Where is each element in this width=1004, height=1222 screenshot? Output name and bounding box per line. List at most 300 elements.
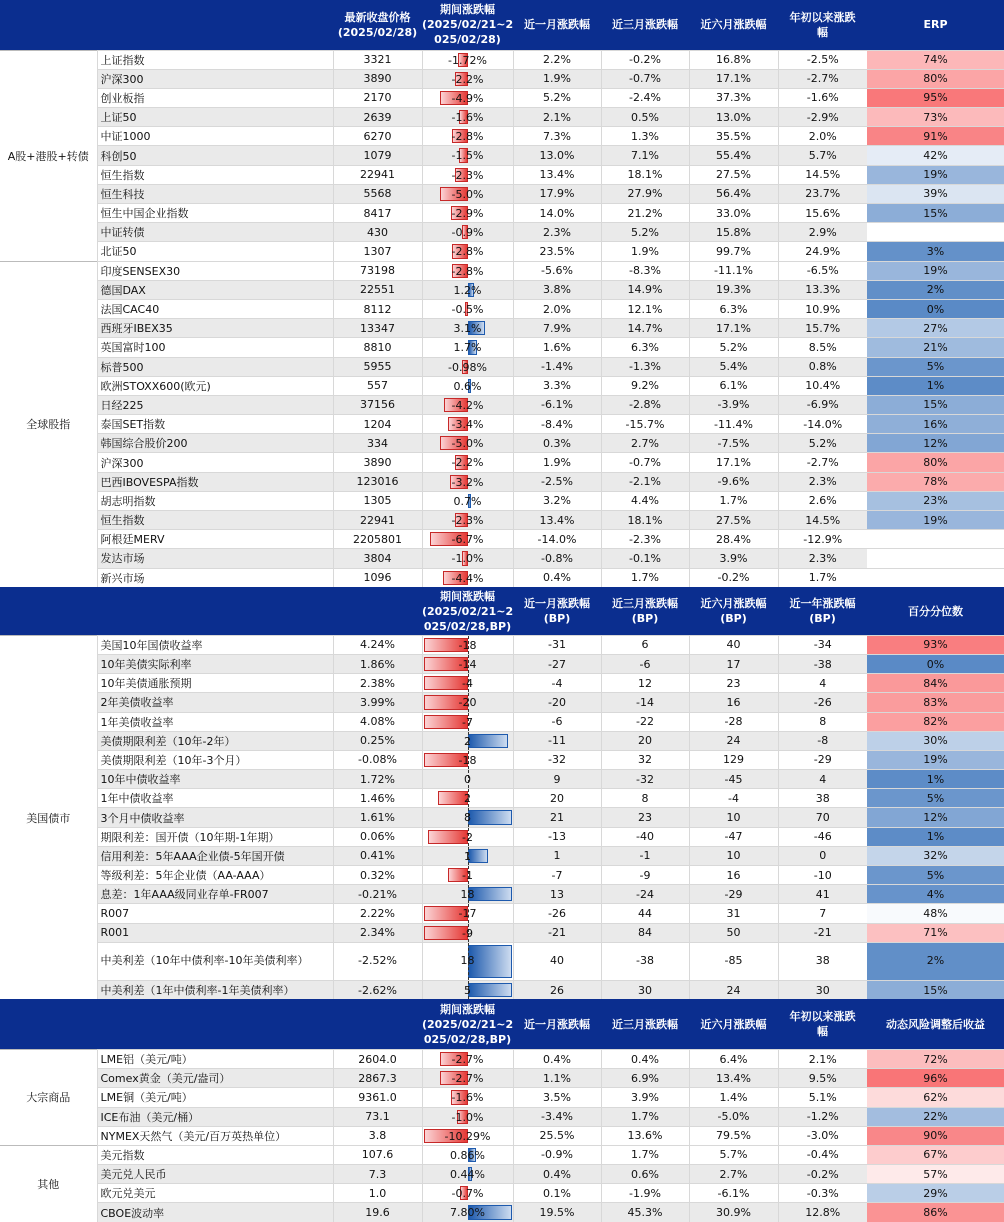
- change-value: 10: [689, 808, 778, 827]
- latest-value: 1204: [333, 415, 422, 434]
- change-value: 13.3%: [778, 280, 867, 299]
- header-cell: 动态风险调整后收益: [867, 999, 1004, 1049]
- period-change-cell: [422, 866, 513, 885]
- change-value: -2.5%: [513, 472, 601, 491]
- change-value: 5.2%: [778, 434, 867, 453]
- table-row: [0, 530, 1004, 549]
- table-row: [0, 693, 1004, 712]
- period-change-cell: [422, 904, 513, 923]
- percentile-value: 82%: [867, 712, 1004, 731]
- period-change-value: 5: [464, 983, 471, 997]
- period-change-value: -1.5%: [451, 149, 484, 163]
- change-value: -24: [601, 885, 689, 904]
- latest-value: 557: [333, 376, 422, 395]
- latest-value: 19.6: [333, 1203, 422, 1222]
- change-value: -6.1%: [689, 1184, 778, 1203]
- change-value: -32: [601, 770, 689, 789]
- period-change-cell: [422, 165, 513, 184]
- table-row: [0, 1049, 1004, 1068]
- period-change-value: -2.2%: [451, 72, 484, 86]
- latest-value: 73198: [333, 261, 422, 280]
- header-cell: [0, 999, 97, 1049]
- change-value: 3.9%: [601, 1088, 689, 1107]
- table-row: [0, 866, 1004, 885]
- table-row: [0, 885, 1004, 904]
- period-change-value: -7: [462, 715, 473, 729]
- percentile-value: 1%: [867, 376, 1004, 395]
- period-change-value: -2.2%: [451, 456, 484, 470]
- change-value: -21: [513, 923, 601, 942]
- change-value: 0.4%: [601, 1049, 689, 1068]
- table-row: [0, 242, 1004, 261]
- row-name: CBOE波动率: [97, 1203, 333, 1222]
- change-value: 1.7%: [601, 1145, 689, 1164]
- row-name: 中证1000: [97, 127, 333, 146]
- change-value: -3.9%: [689, 395, 778, 414]
- table-row: [0, 808, 1004, 827]
- change-value: 5.7%: [778, 146, 867, 165]
- change-value: 1.7%: [601, 1107, 689, 1126]
- row-name: 阿根廷MERV: [97, 530, 333, 549]
- change-value: -5.0%: [689, 1107, 778, 1126]
- sec2-table: [0, 587, 1004, 999]
- percentile-value: 21%: [867, 338, 1004, 357]
- change-value: 1.7%: [689, 491, 778, 510]
- percentile-value: 19%: [867, 261, 1004, 280]
- period-change-cell: [422, 549, 513, 568]
- period-change-value: 0.6%: [453, 379, 482, 393]
- latest-value: 1305: [333, 491, 422, 510]
- percentile-value: 96%: [867, 1069, 1004, 1088]
- percentile-value: 5%: [867, 357, 1004, 376]
- period-change-value: -2.9%: [451, 207, 484, 220]
- latest-value: 3321: [333, 50, 422, 69]
- change-value: 41: [778, 885, 867, 904]
- change-value: -12.9%: [778, 530, 867, 549]
- change-value: 1.4%: [689, 1088, 778, 1107]
- change-value: 27.5%: [689, 511, 778, 530]
- header-cell: 近一月涨跌幅: [513, 999, 601, 1049]
- period-change-value: -18: [458, 638, 477, 652]
- period-change-cell: [422, 1069, 513, 1088]
- change-value: -1: [601, 846, 689, 865]
- header-cell: 近三月涨跌幅: [601, 999, 689, 1049]
- percentile-value: 57%: [867, 1165, 1004, 1184]
- change-value: -45: [689, 770, 778, 789]
- table-row: [0, 108, 1004, 127]
- table-row: [0, 491, 1004, 510]
- latest-value: -2.62%: [333, 980, 422, 999]
- row-name: 3个月中债收益率: [97, 808, 333, 827]
- percentile-value: 15%: [867, 204, 1004, 223]
- change-value: 79.5%: [689, 1126, 778, 1145]
- change-value: -4: [513, 674, 601, 693]
- period-change-cell: [422, 242, 513, 261]
- period-change-cell: [422, 299, 513, 318]
- change-value: 7.1%: [601, 146, 689, 165]
- percentile-value: 30%: [867, 731, 1004, 750]
- change-value: -7: [513, 866, 601, 885]
- period-change-value: 8: [464, 811, 471, 825]
- change-value: 14.5%: [778, 511, 867, 530]
- change-value: -85: [689, 942, 778, 980]
- change-value: -9: [601, 866, 689, 885]
- table-row: [0, 1126, 1004, 1145]
- change-value: 1.9%: [513, 69, 601, 88]
- period-change-cell: [422, 511, 513, 530]
- row-name: 欧元兑美元: [97, 1184, 333, 1203]
- table-row: [0, 280, 1004, 299]
- table-row: [0, 127, 1004, 146]
- percentile-value: 67%: [867, 1145, 1004, 1164]
- percentile-value: 73%: [867, 108, 1004, 127]
- change-value: -38: [778, 654, 867, 673]
- change-value: 4: [778, 770, 867, 789]
- period-change-value: -5.0%: [451, 187, 484, 201]
- table-row: [0, 395, 1004, 414]
- change-value: -14.0%: [778, 415, 867, 434]
- change-value: -1.2%: [778, 1107, 867, 1126]
- change-value: 32: [601, 750, 689, 769]
- change-value: 4.4%: [601, 491, 689, 510]
- percentile-value: 29%: [867, 1184, 1004, 1203]
- change-value: -22: [601, 712, 689, 731]
- period-change-cell: [422, 1126, 513, 1145]
- row-name: 期限利差：国开债（10年期-1年期）: [97, 827, 333, 846]
- change-value: 2.2%: [513, 50, 601, 69]
- table-row: [0, 712, 1004, 731]
- percentile-value: 78%: [867, 472, 1004, 491]
- change-value: 1.7%: [778, 568, 867, 587]
- sec1-table: [0, 0, 1004, 587]
- table-row: [0, 1145, 1004, 1164]
- row-name: 信用利差：5年AAA企业债-5年国开债: [97, 846, 333, 865]
- change-value: 8: [778, 712, 867, 731]
- period-change-cell: [422, 942, 513, 980]
- period-change-value: 1.7%: [453, 341, 482, 355]
- change-value: -46: [778, 827, 867, 846]
- period-change-cell: [422, 491, 513, 510]
- latest-value: 0.06%: [333, 827, 422, 846]
- change-value: -0.2%: [689, 568, 778, 587]
- percentile-value: 27%: [867, 319, 1004, 338]
- latest-value: 22941: [333, 165, 422, 184]
- latest-value: 430: [333, 223, 422, 242]
- period-change-value: -4: [462, 677, 473, 691]
- change-value: -38: [601, 942, 689, 980]
- table-row: [0, 549, 1004, 568]
- change-value: 70: [778, 808, 867, 827]
- period-change-cell: [422, 415, 513, 434]
- change-value: 7: [778, 904, 867, 923]
- change-value: 23.7%: [778, 184, 867, 203]
- table-row: [0, 731, 1004, 750]
- percentile-value: 15%: [867, 980, 1004, 999]
- period-change-value: -2.8%: [451, 245, 484, 259]
- period-change-cell: [422, 319, 513, 338]
- change-value: 6.9%: [601, 1069, 689, 1088]
- change-value: -6: [513, 712, 601, 731]
- change-value: -47: [689, 827, 778, 846]
- change-value: 0: [778, 846, 867, 865]
- change-value: 16.8%: [689, 50, 778, 69]
- change-value: 1.9%: [513, 453, 601, 472]
- period-change-cell: [422, 674, 513, 693]
- change-value: 14.0%: [513, 204, 601, 223]
- table-row: [0, 146, 1004, 165]
- row-name: NYMEX天然气（美元/百万英热单位）: [97, 1126, 333, 1145]
- change-value: 27.9%: [601, 184, 689, 203]
- change-value: -8.3%: [601, 261, 689, 280]
- period-change-value: 1: [464, 849, 471, 863]
- change-value: -3.4%: [513, 1107, 601, 1126]
- change-value: 35.5%: [689, 127, 778, 146]
- latest-value: 8112: [333, 299, 422, 318]
- change-value: 5.1%: [778, 1088, 867, 1107]
- change-value: 40: [513, 942, 601, 980]
- change-value: 9.2%: [601, 376, 689, 395]
- table-row: [0, 904, 1004, 923]
- latest-value: -0.08%: [333, 750, 422, 769]
- percentile-value: 62%: [867, 1088, 1004, 1107]
- change-value: 10: [689, 846, 778, 865]
- change-value: -2.1%: [601, 472, 689, 491]
- latest-value: 1079: [333, 146, 422, 165]
- period-change-value: -2: [462, 830, 473, 844]
- period-change-value: -2.8%: [451, 130, 484, 144]
- latest-value: 9361.0: [333, 1088, 422, 1107]
- change-value: -14.0%: [513, 530, 601, 549]
- change-value: 7.9%: [513, 319, 601, 338]
- row-name: 1年美债收益率: [97, 712, 333, 731]
- change-value: -34: [778, 635, 867, 654]
- percentile-value: 95%: [867, 88, 1004, 107]
- period-change-cell: [422, 88, 513, 107]
- period-change-value: -4.9%: [451, 91, 484, 105]
- change-value: -27: [513, 654, 601, 673]
- change-value: 24.9%: [778, 242, 867, 261]
- change-value: 0.6%: [601, 1165, 689, 1184]
- period-change-cell: [422, 1165, 513, 1184]
- period-change-value: -1.0%: [451, 1110, 484, 1124]
- period-change-cell: [422, 635, 513, 654]
- table-row: [0, 846, 1004, 865]
- change-value: -2.3%: [601, 530, 689, 549]
- period-change-cell: [422, 261, 513, 280]
- latest-value: 2170: [333, 88, 422, 107]
- change-value: -20: [513, 693, 601, 712]
- period-change-cell: [422, 376, 513, 395]
- change-value: 6.1%: [689, 376, 778, 395]
- period-change-cell: [422, 808, 513, 827]
- period-change-cell: [422, 434, 513, 453]
- change-value: 1.7%: [601, 568, 689, 587]
- percentile-value: 32%: [867, 846, 1004, 865]
- latest-value: 22941: [333, 511, 422, 530]
- percentile-value: 42%: [867, 146, 1004, 165]
- period-change-cell: [422, 280, 513, 299]
- percentile-value: [867, 223, 1004, 242]
- period-change-value: -2.3%: [451, 168, 484, 182]
- change-value: 21: [513, 808, 601, 827]
- table-row: [0, 376, 1004, 395]
- period-change-cell: [422, 1184, 513, 1203]
- change-value: 44: [601, 904, 689, 923]
- period-change-value: 0.86%: [450, 1148, 485, 1162]
- table-row: [0, 1165, 1004, 1184]
- change-value: -0.7%: [601, 453, 689, 472]
- table-row: [0, 357, 1004, 376]
- change-value: 129: [689, 750, 778, 769]
- table-row: [0, 923, 1004, 942]
- period-change-value: -2.7%: [451, 1052, 484, 1066]
- latest-value: 2.38%: [333, 674, 422, 693]
- row-name: 发达市场: [97, 549, 333, 568]
- change-value: 24: [689, 980, 778, 999]
- period-change-value: -1.6%: [451, 111, 484, 125]
- change-value: 30: [601, 980, 689, 999]
- change-value: -0.7%: [601, 69, 689, 88]
- change-value: 5.4%: [689, 357, 778, 376]
- row-name: 中美利差（10年中债利率-10年美债利率）: [97, 942, 333, 980]
- change-value: -2.8%: [601, 395, 689, 414]
- table-row: [0, 942, 1004, 980]
- period-change-value: 18: [460, 953, 475, 967]
- row-name: 法国CAC40: [97, 299, 333, 318]
- change-value: -2.7%: [778, 453, 867, 472]
- period-change-value: 3.1%: [453, 322, 482, 336]
- change-value: -21: [778, 923, 867, 942]
- header-cell: 近三月涨跌幅 (BP): [601, 587, 689, 635]
- change-value: 3.5%: [513, 1088, 601, 1107]
- percentile-value: 1%: [867, 827, 1004, 846]
- latest-value: -2.52%: [333, 942, 422, 980]
- table-row: [0, 568, 1004, 587]
- change-value: 2.3%: [778, 472, 867, 491]
- latest-value: 0.25%: [333, 731, 422, 750]
- header-row: [0, 0, 1004, 50]
- change-value: 2.7%: [689, 1165, 778, 1184]
- period-change-cell: [422, 923, 513, 942]
- change-value: 15.6%: [778, 204, 867, 223]
- latest-value: 7.3: [333, 1165, 422, 1184]
- row-name: 印度SENSEX30: [97, 261, 333, 280]
- change-value: -0.3%: [778, 1184, 867, 1203]
- row-name: 西班牙IBEX35: [97, 319, 333, 338]
- change-value: 0.4%: [513, 1049, 601, 1068]
- change-value: -13: [513, 827, 601, 846]
- percentile-value: [867, 568, 1004, 587]
- row-name: 恒生指数: [97, 165, 333, 184]
- percentile-value: 48%: [867, 904, 1004, 923]
- header-cell: 近一月涨跌幅 (BP): [513, 587, 601, 635]
- period-change-value: 2: [464, 734, 471, 748]
- change-value: -26: [513, 904, 601, 923]
- row-name: 上证50: [97, 108, 333, 127]
- change-value: 2.0%: [513, 299, 601, 318]
- row-name: 新兴市场: [97, 568, 333, 587]
- row-name: 胡志明指数: [97, 491, 333, 510]
- change-value: 23: [601, 808, 689, 827]
- change-value: -0.2%: [778, 1165, 867, 1184]
- change-value: -5.6%: [513, 261, 601, 280]
- table-row: [0, 511, 1004, 530]
- change-value: 33.0%: [689, 204, 778, 223]
- header-cell: 期间涨跌幅 (2025/02/21~2 025/02/28): [422, 0, 513, 50]
- period-change-value: 0.7%: [453, 494, 482, 508]
- row-name: 北证50: [97, 242, 333, 261]
- change-value: -10: [778, 866, 867, 885]
- period-change-value: -3.2%: [451, 475, 484, 489]
- change-value: 1.6%: [513, 338, 601, 357]
- latest-value: 107.6: [333, 1145, 422, 1164]
- change-value: -29: [778, 750, 867, 769]
- period-change-cell: [422, 1145, 513, 1164]
- change-value: 15.8%: [689, 223, 778, 242]
- latest-value: 3.99%: [333, 693, 422, 712]
- period-change-cell: [422, 472, 513, 491]
- row-name: 创业板指: [97, 88, 333, 107]
- change-value: 27.5%: [689, 165, 778, 184]
- period-change-cell: [422, 338, 513, 357]
- row-name: R007: [97, 904, 333, 923]
- percentile-value: 90%: [867, 1126, 1004, 1145]
- change-value: 40: [689, 635, 778, 654]
- row-name: 10年美债通胀预期: [97, 674, 333, 693]
- change-value: 2.9%: [778, 223, 867, 242]
- latest-value: 1.0: [333, 1184, 422, 1203]
- period-change-value: -17: [458, 907, 477, 921]
- change-value: -14: [601, 693, 689, 712]
- change-value: -28: [689, 712, 778, 731]
- row-name: 中美利差（1年中债利率-1年美债利率）: [97, 980, 333, 999]
- percentile-value: 19%: [867, 511, 1004, 530]
- change-value: 13.0%: [689, 108, 778, 127]
- table-row: [0, 184, 1004, 203]
- table-row: [0, 261, 1004, 280]
- latest-value: 1.61%: [333, 808, 422, 827]
- table-row: [0, 674, 1004, 693]
- period-change-value: -6.7%: [451, 533, 484, 547]
- row-name: 韩国综合股价200: [97, 434, 333, 453]
- change-value: 14.9%: [601, 280, 689, 299]
- period-change-value: -2.8%: [451, 264, 484, 278]
- table-row: [0, 415, 1004, 434]
- change-value: 18.1%: [601, 511, 689, 530]
- period-change-cell: [422, 827, 513, 846]
- table-row: [0, 789, 1004, 808]
- change-value: 18.1%: [601, 165, 689, 184]
- table-row: [0, 980, 1004, 999]
- latest-value: 334: [333, 434, 422, 453]
- group-label: 其他: [0, 1145, 97, 1222]
- latest-value: 0.41%: [333, 846, 422, 865]
- change-value: 38: [778, 789, 867, 808]
- period-change-cell: [422, 453, 513, 472]
- change-value: 5.2%: [689, 338, 778, 357]
- row-name: 等级利差：5年企业债（AA-AAA）: [97, 866, 333, 885]
- change-value: 28.4%: [689, 530, 778, 549]
- percentile-value: 0%: [867, 654, 1004, 673]
- change-value: -4: [689, 789, 778, 808]
- table-row: [0, 434, 1004, 453]
- row-name: LME铜（美元/吨）: [97, 1088, 333, 1107]
- change-value: 24: [689, 731, 778, 750]
- header-cell: 近六月涨跌幅 (BP): [689, 587, 778, 635]
- header-cell: 期间涨跌幅 (2025/02/21~2 025/02/28,BP): [422, 587, 513, 635]
- percentile-value: 22%: [867, 1107, 1004, 1126]
- change-value: 26: [513, 980, 601, 999]
